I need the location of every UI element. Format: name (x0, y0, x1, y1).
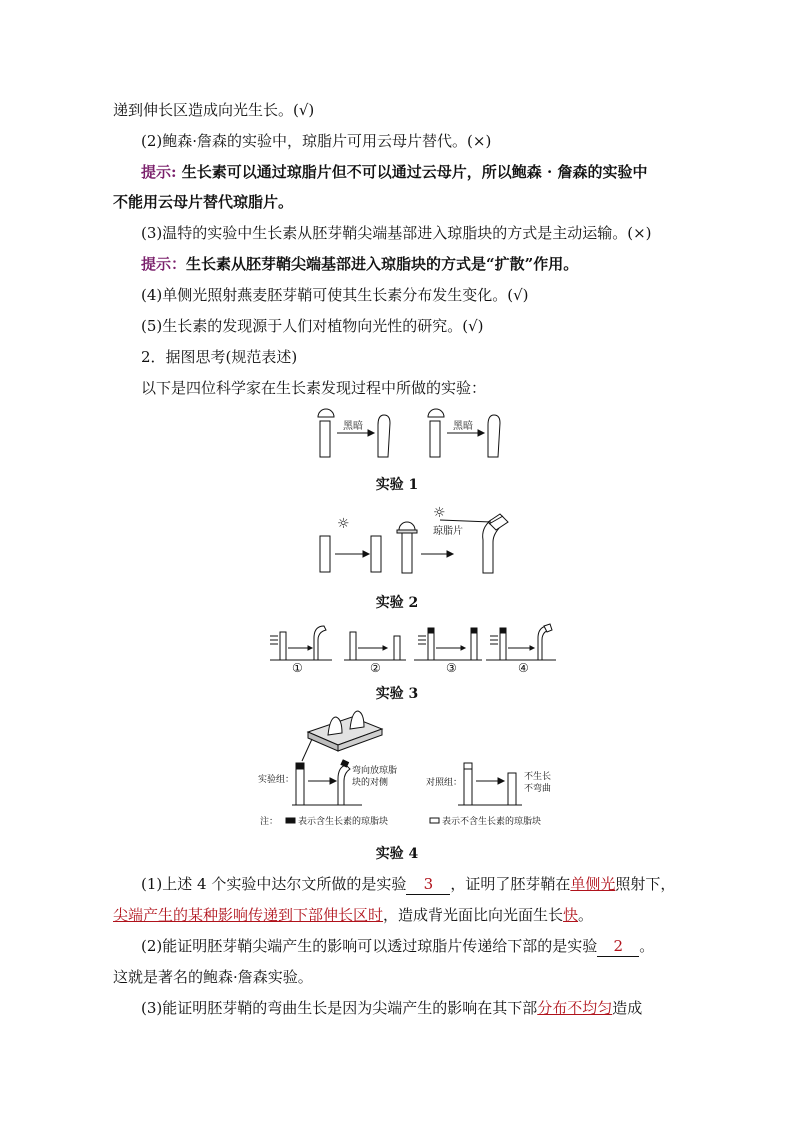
hint-1 (141, 162, 711, 182)
experiment-1-figure (310, 405, 510, 460)
question-text: 照射下， (615, 875, 676, 893)
question-text: 造成 (612, 999, 643, 1017)
exp4-result-experimental: 块的对侧 (352, 778, 389, 788)
question-text: ，造成背光面比向光面生长 (383, 906, 564, 924)
exp4-note: 表示不含生长素的琼脂块 (442, 817, 542, 827)
dark-label-b: 黑暗 (453, 421, 473, 432)
experiment-4-figure (252, 707, 572, 831)
question-2 (141, 936, 711, 957)
hint-label: 提示： (141, 255, 187, 273)
question-text: 。 (578, 906, 594, 924)
text-line: 递到伸长区造成向光生长。(√) (113, 101, 315, 119)
exp4-note: 注： (260, 817, 279, 827)
question-text: 。 (639, 937, 655, 955)
hint-text: 生长素从胚芽鞘尖端基部进入琼脂块的方式是“扩散”作用。 (186, 255, 579, 273)
hint-1-continued: 不能用云母片替代琼脂片。 (113, 193, 294, 211)
question-2-continued: 这就是著名的鲍森·詹森实验。 (113, 968, 313, 986)
hint-2 (141, 254, 711, 274)
exp3-num-3: ③ (446, 661, 457, 675)
statement-4: (4)单侧光照射燕麦胚芽鞘可使其生长素分布发生变化。(√) (141, 286, 529, 304)
exp4-result-experimental: 弯向放琼脂 (352, 766, 398, 776)
hint-text: 生长素可以通过琼脂片但不可以通过云母片，所以鲍森 · 詹森的实验中 (176, 163, 648, 181)
sun-icon: ☼ (337, 516, 350, 532)
question-text: (3)能证明胚芽鞘的弯曲生长是因为尖端产生的影响在其下部 (141, 999, 538, 1017)
question-text: ，证明了胚芽鞘在 (450, 875, 571, 893)
statement-5: (5)生长素的发现源于人们对植物向光性的研究。(√) (141, 317, 484, 335)
experiment-2-caption: 实验 2 (375, 595, 419, 611)
dark-label-a: 黑暗 (343, 421, 363, 432)
question-text: (1)上述 4 个实验中达尔文所做的是实验 (141, 875, 407, 893)
intro-line: 以下是四位科学家在生长素发现过程中所做的实验： (141, 379, 487, 397)
question-text: (2)能证明胚芽鞘尖端产生的影响可以透过琼脂片传递给下部的是实验 (141, 937, 598, 955)
question-1-continued (113, 905, 683, 925)
exp3-num-2: ② (370, 661, 381, 675)
statement-3: (3)温特的实验中生长素从胚芽鞘尖端基部进入琼脂块的方式是主动运输。(×) (141, 224, 652, 242)
answer-text: 分布不均匀 (537, 999, 613, 1017)
exp3-num-4: ④ (518, 661, 529, 675)
experiment-1-caption: 实验 1 (375, 477, 419, 493)
exp4-result-control: 不生长 (524, 772, 552, 782)
exp4-group-control: 对照组： (426, 778, 463, 788)
experiment-2-figure (315, 506, 515, 578)
hint-label: 提示: (141, 163, 177, 181)
exp3-num-1: ① (292, 661, 303, 675)
agar-label: 琼脂片 (433, 526, 463, 537)
answer-text: 尖端产生的某种影响传递到下部伸长区时 (113, 906, 384, 924)
answer-text: 单侧光 (570, 875, 616, 893)
exp4-note: 表示含生长素的琼脂块 (298, 817, 389, 827)
sun-icon: ☼ (433, 506, 446, 521)
question-3 (141, 998, 711, 1018)
question-1 (141, 874, 711, 895)
section-heading: 2．据图思考(规范表述) (141, 348, 298, 366)
exp4-group-experimental: 实验组： (258, 775, 295, 785)
experiment-3-figure (268, 622, 558, 676)
statement-2: (2)鲍森·詹森的实验中，琼脂片可用云母片替代。(×) (141, 132, 492, 150)
answer-text: 快 (563, 906, 579, 924)
experiment-4-caption: 实验 4 (375, 846, 419, 862)
answer-blank: 3 (406, 874, 450, 895)
experiment-3-caption: 实验 3 (375, 686, 419, 702)
exp4-result-control: 不弯曲 (524, 784, 552, 794)
answer-blank: 2 (597, 936, 639, 957)
